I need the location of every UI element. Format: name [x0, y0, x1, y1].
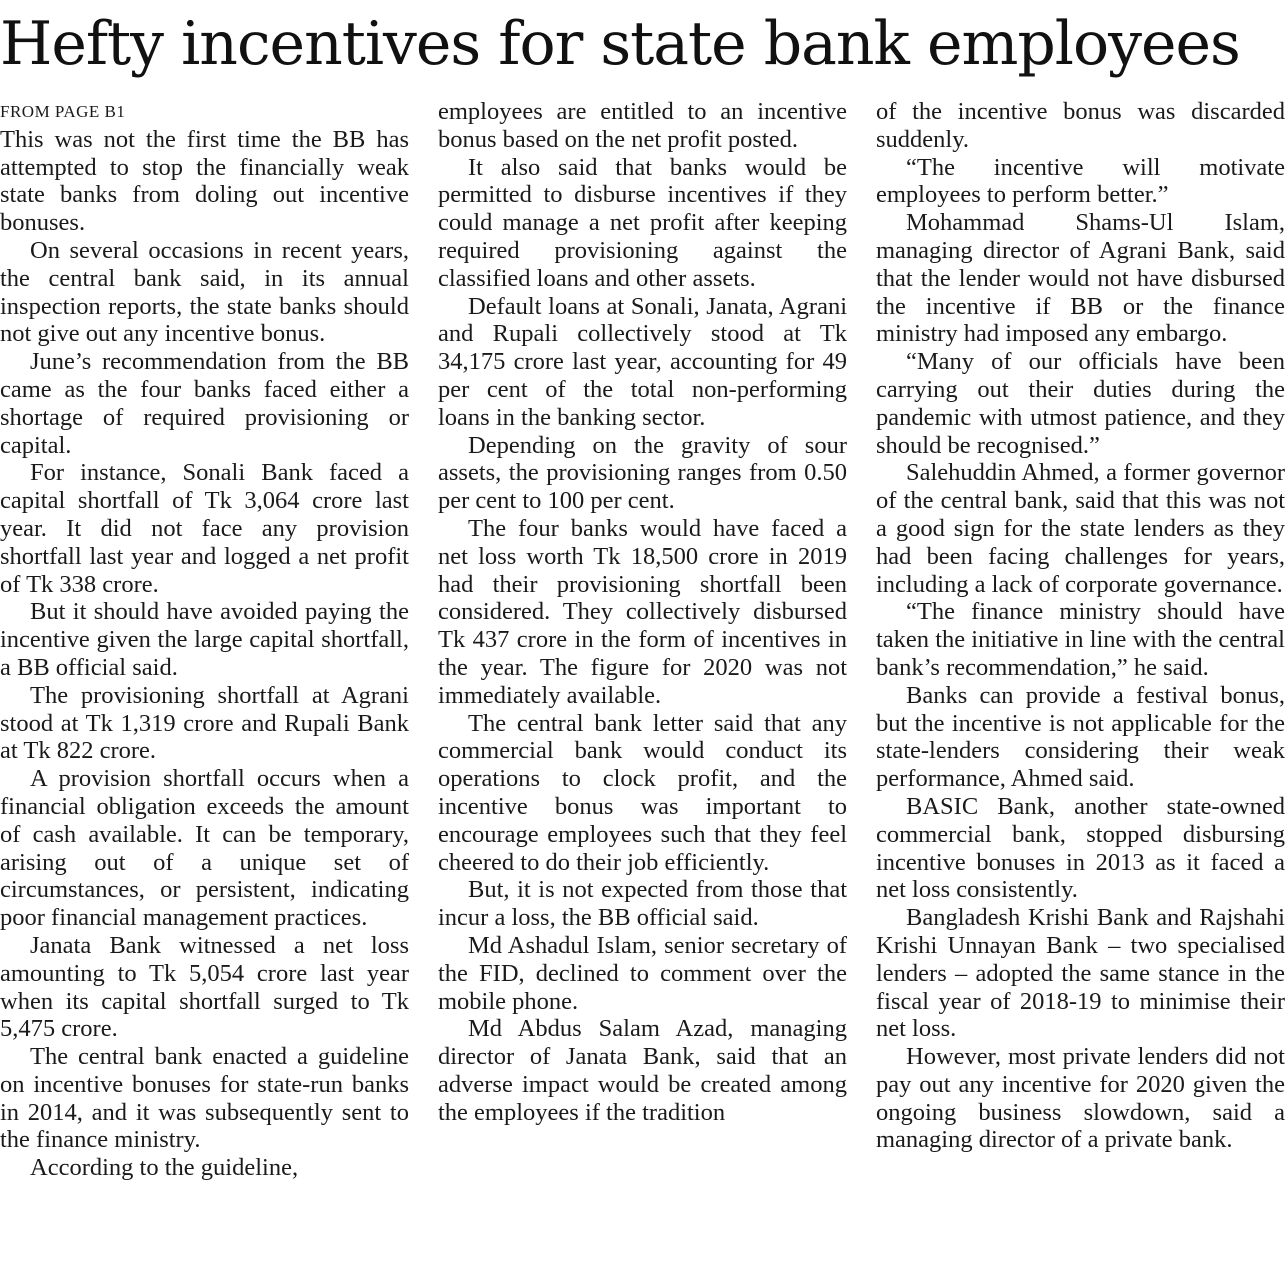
- article-headline: Hefty incentives for state bank employees: [0, 9, 1240, 79]
- paragraph: The central bank letter said that any commercial bank would conduct its operations to clock profit, and the incentive bonus was important to encourage employees such that they feel cheered to do their job efficiently.: [438, 709, 847, 876]
- paragraph: Salehuddin Ahmed, a former governor of the central bank, said that this was not a good sign for the state lenders as they had been facing challenges for years, including a lack of corporate governance.: [876, 459, 1285, 598]
- paragraph: For instance, Sonali Bank faced a capital shortfall of Tk 3,064 crore last year. It did not face any provision shortfall last year and logged a net profit of Tk 338 crore.: [0, 459, 409, 598]
- article-column-2: [438, 98, 847, 1126]
- paragraph: June’s recommendation from the BB came as the four banks faced either a shortage of required provisioning or capital.: [0, 348, 409, 459]
- paragraph: It also said that banks would be permitted to disburse incentives if they could manage a net profit after keeping required provisioning against the classified loans and other assets.: [438, 153, 847, 292]
- paragraph: “Many of our officials have been carrying out their duties during the pandemic with utmost patience, and they should be recognised.”: [876, 348, 1285, 459]
- article-column-3: [876, 98, 1285, 1154]
- paragraph: This was not the first time the BB has attempted to stop the financially weak state banks from doling out incentive bonuses.: [0, 125, 409, 237]
- paragraph: On several occasions in recent years, the central bank said, in its annual inspection reports, the state banks should not give out any incentive bonus.: [0, 236, 409, 348]
- paragraph: “The incentive will motivate employees to perform better.”: [876, 153, 1285, 209]
- paragraph: employees are entitled to an incentive bonus based on the net profit posted.: [438, 98, 847, 153]
- paragraph: of the incentive bonus was discarded suddenly.: [876, 98, 1285, 153]
- paragraph: “The finance ministry should have taken the initiative in line with the central bank’s recommendation,” he said.: [876, 598, 1285, 681]
- paragraph: The provisioning shortfall at Agrani stood at Tk 1,319 crore and Rupali Bank at Tk 822 crore.: [0, 681, 409, 765]
- paragraph: Md Abdus Salam Azad, managing director of Janata Bank, said that an adverse impact would be created among the employees if the tradition: [438, 1015, 847, 1126]
- paragraph: Bangladesh Krishi Bank and Rajshahi Krishi Unnayan Bank – two specialised lenders – adopted the same stance in the fiscal year of 2018-19 to minimise their net loss.: [876, 904, 1285, 1043]
- paragraph: According to the guideline,: [30, 1154, 299, 1182]
- paragraph: Depending on the gravity of sour assets, the provisioning ranges from 0.50 per cent to 100 per cent.: [438, 431, 847, 515]
- paragraph: BASIC Bank, another state-owned commercial bank, stopped disbursing incentive bonuses in 2013 as it faced a net loss consistently.: [876, 792, 1285, 904]
- paragraph: But it should have avoided paying the incentive given the large capital shortfall, a BB official said.: [0, 598, 409, 681]
- paragraph: The central bank enacted a guideline on incentive bonuses for state-run banks in 2014, and it was subsequently sent to the finance ministry.: [0, 1043, 409, 1154]
- continuation-kicker: FROM PAGE B1: [0, 102, 126, 121]
- paragraph: Janata Bank witnessed a net loss amounting to Tk 5,054 crore last year when its capital shortfall surged to Tk 5,475 crore.: [0, 931, 409, 1043]
- paragraph: Banks can provide a festival bonus, but the incentive is not applicable for the state-lenders considering their weak performance, Ahmed said.: [876, 681, 1285, 793]
- paragraph: A provision shortfall occurs when a financial obligation exceeds the amount of cash available. It can be temporary, arising out of a unique set of circumstances, or persistent, indicating poor financial management practices.: [0, 765, 409, 932]
- paragraph: Md Ashadul Islam, senior secretary of the FID, declined to comment over the mobile phone.: [438, 931, 847, 1015]
- paragraph: Default loans at Sonali, Janata, Agrani and Rupali collectively stood at Tk 34,175 crore last year, accounting for 49 per cent of the total non-performing loans in the banking sector.: [438, 292, 847, 431]
- paragraph: But, it is not expected from those that incur a loss, the BB official said.: [438, 876, 847, 932]
- paragraph: Mohammad Shams-Ul Islam, managing director of Agrani Bank, said that the lender would not have disbursed the incentive if BB or the finance ministry had imposed any embargo.: [876, 209, 1285, 348]
- paragraph: However, most private lenders did not pay out any incentive for 2020 given the ongoing business slowdown, said a managing director of a private bank.: [876, 1043, 1285, 1154]
- paragraph: The four banks would have faced a net loss worth Tk 18,500 crore in 2019 had their provisioning shortfall been considered. They collectively disbursed Tk 437 crore in the form of incentives in the year. The figure for 2020 was not immediately available.: [438, 514, 847, 709]
- article-column-1: [0, 98, 409, 1182]
